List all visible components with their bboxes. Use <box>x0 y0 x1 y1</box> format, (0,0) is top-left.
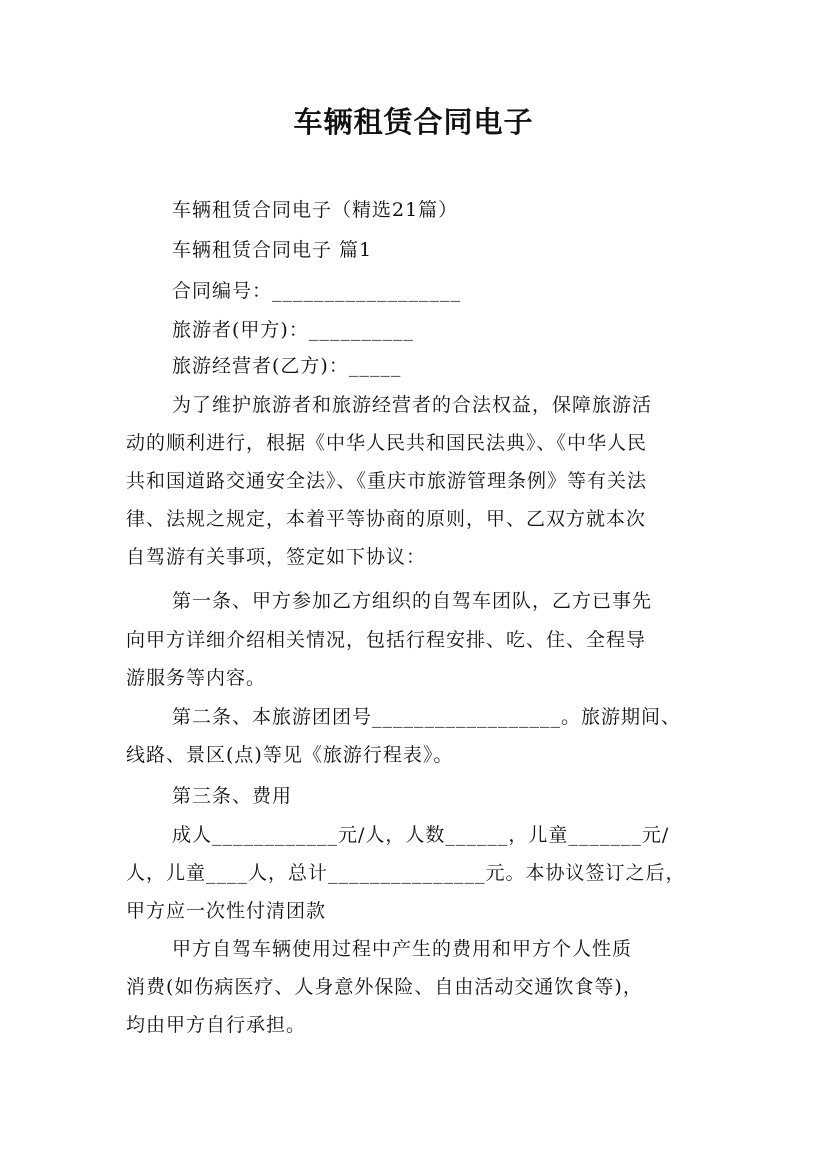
paragraph-line: 共和国道路交通安全法》、《重庆市旅游管理条例》等有关法 <box>126 470 648 492</box>
subtitle-line: 车辆租赁合同电子（精选21篇） <box>172 199 459 221</box>
paragraph-line: 动的顺利进行，根据《中华人民共和国民法典》、《中华人民 <box>126 432 648 454</box>
clause-1-line: 向甲方详细介绍相关情况，包括行程安排、吃、住、全程导 <box>126 629 647 651</box>
party-b-line: 旅游经营者(乙方)：_____ <box>172 355 402 377</box>
clause-1-line: 游服务等内容。 <box>126 667 267 689</box>
fee-line: 人，儿童____人，总计_______________元。本协议签订之后， <box>126 862 686 884</box>
paragraph-line: 自驾游有关事项，签定如下协议： <box>126 546 427 568</box>
clause-3-heading: 第三条、费用 <box>172 785 293 807</box>
clause-2-line: 第二条、本旅游团团号__________________。旅游期间、 <box>172 706 682 728</box>
clause-1-line: 第一条、甲方参加乙方组织的自驾车团队，乙方已事先 <box>172 590 653 612</box>
paragraph-line: 甲方自驾车辆使用过程中产生的费用和甲方个人性质 <box>172 938 633 960</box>
paragraph-line: 为了维护旅游者和旅游经营者的合法权益，保障旅游活 <box>172 394 653 416</box>
section-heading: 车辆租赁合同电子 篇1 <box>172 239 373 261</box>
fee-line: 成人____________元/人，人数______，儿童_______元/ <box>172 824 670 846</box>
paragraph-line: 律、法规之规定，本着平等协商的原则，甲、乙双方就本次 <box>126 508 647 530</box>
document-title: 车辆租赁合同电子 <box>293 105 534 139</box>
paragraph-line: 消费(如伤病医疗、人身意外保险、自由活动交通饮食等)， <box>126 976 643 998</box>
paragraph-line: 均由甲方自行承担。 <box>126 1014 307 1036</box>
clause-2-line: 线路、景区(点)等见《旅游行程表》。 <box>126 744 454 766</box>
party-a-line: 旅游者(甲方)：__________ <box>172 319 414 341</box>
contract-number-line: 合同编号：__________________ <box>172 280 462 302</box>
fee-line: 甲方应一次性付清团款 <box>126 900 327 922</box>
